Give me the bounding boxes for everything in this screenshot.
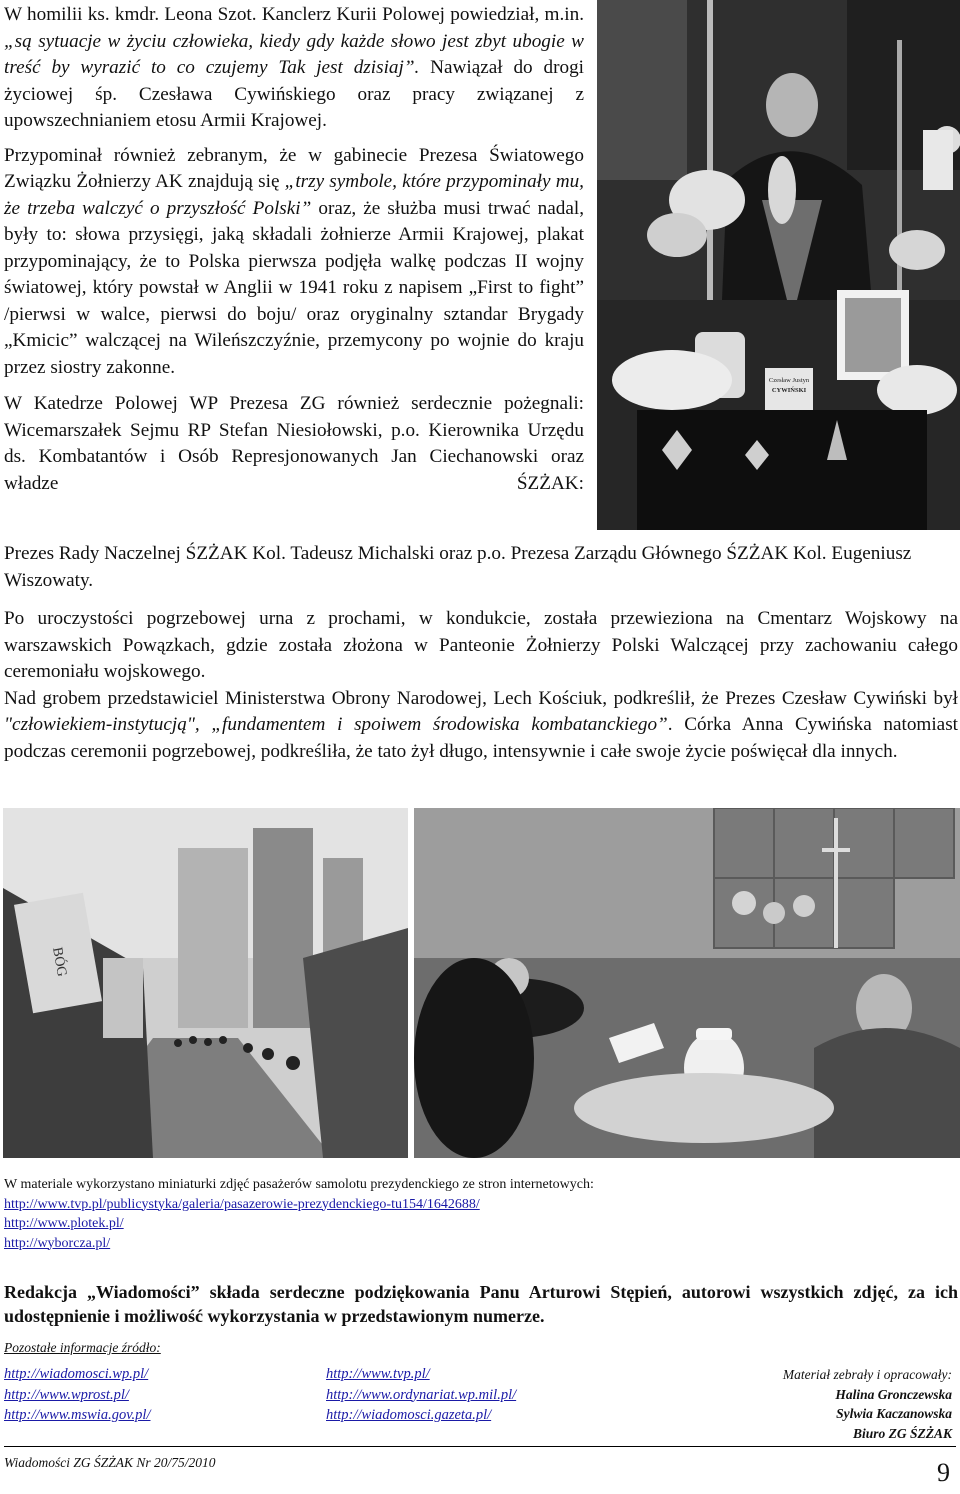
article-body (4, 606, 958, 765)
cemetery-photo-illustration (414, 808, 960, 1158)
paragraph-homily (4, 2, 584, 135)
cathedral-photo-illustration (597, 0, 960, 530)
article-top-column (4, 2, 584, 497)
page-number: 9 (937, 1458, 950, 1487)
homily-intro: W homilii ks. kmdr. Leona Szot. Kanclerz Kurii Polowej powiedział, m.in. (4, 4, 584, 25)
credits-label: Materiał zebrały i opracowały: (782, 1367, 952, 1382)
source-link-wyborcza[interactable]: http://wyborcza.pl/ (4, 1235, 111, 1251)
source-link-gazeta[interactable]: http://wiadomosci.gazeta.pl/ (326, 1407, 492, 1423)
source-link-plotek[interactable]: http://www.plotek.pl/ (4, 1216, 124, 1231)
credits-name-1: Halina Gronczewska (835, 1386, 952, 1402)
credits-name-2: Sylwia Kaczanowska (836, 1406, 952, 1421)
paragraph-grave-speech (4, 686, 958, 766)
sources-links-column-2 (326, 1364, 516, 1426)
speech-quote: "człowiekiem-instytucją", „fundamentem i spoiwem środowiska kombatanckiego” (4, 714, 668, 735)
source-link-tvp-gallery[interactable]: http://www.tvp.pl/publicystyka/galeria/pasazerowie-prezydenckiego-tu154/1642688/ (4, 1196, 480, 1212)
credits-name-3: Biuro ZG ŚZŻAK (852, 1425, 952, 1441)
paragraph-farewell-continued: Prezes Rady Naczelnej ŚZŻAK Kol. Tadeusz Michalski oraz p.o. Prezesa Zarządu Głównego ŚZŻAK Kol. Eugeniusz Wiszowaty. (4, 543, 912, 591)
notes-intro: W materiale wykorzystano miniaturki zdjęć pasażerów samolotu prezydenckiego ze stron internetowych: (4, 1177, 594, 1192)
speech-continuation: . Córka Anna Cywińska natomiast podczas ceremonii pogrzebowej, podkreśliła, że tato żył długo, intensywnie i całe swoje życie poświęcał dla innych. (4, 714, 958, 762)
source-link-tvp[interactable]: http://www.tvp.pl/ (326, 1366, 430, 1382)
other-sources-label: Pozostałe informacje źródło: (4, 1340, 161, 1355)
photo-cemetery-burial (414, 808, 960, 1158)
source-link-mswia[interactable]: http://www.mswia.gov.pl/ (4, 1407, 151, 1423)
homily-continuation: Nawiązał do drogi życiowej śp. Czesława Cywińskiego oraz pracy związanej z upowszechnianiem etosu Armii Krajowej. (4, 57, 584, 131)
homily-quote: „są sytuacje w życiu człowieka, kiedy gdy każde słowo jest zbyt ubogie w treść by wyrazić to co czujemy Tak jest dzisiaj”. (4, 30, 584, 78)
photo-funeral-procession (3, 808, 408, 1158)
sources-links-column-1 (4, 1364, 151, 1426)
source-link-ordynariat[interactable]: http://www.ordynariat.wp.mil.pl/ (326, 1386, 517, 1403)
symbols-quote: „trzy symbole, które przypominały mu, że trzeba walczyć o przyszłość Polski” (4, 171, 584, 219)
publication-footer: Wiadomości ZG ŚZŻAK Nr 20/75/2010 (4, 1455, 216, 1470)
paragraph-cemetery: Po uroczystości pogrzebowej urna z prochami, w kondukcie, została przewieziona na Cmentarz Wojskowy na warszawskich Powązkach, gdzie została złożona w Panteonie Żołnierzy Polski Walczącej przy zachowaniu całego ceremoniału wojskowego. (4, 608, 958, 682)
banner-text: BÓG (49, 946, 69, 978)
plaque-line-2: CYWIŃSKI (771, 387, 807, 394)
source-link-wprost[interactable]: http://www.wprost.pl/ (4, 1386, 129, 1403)
photo-cathedral-ceremony (597, 0, 960, 530)
editorial-thanks: Redakcja „Wiadomości” składa serdeczne podziękowania Panu Arturowi Stępień, autorowi wszystkich zdjęć, za ich udostępnienie i możliwość wykorzystania w przedstawionym numerze. (4, 1282, 958, 1326)
speech-intro: Nad grobem przedstawiciel Ministerstwa Obrony Narodowej, Lech Kościuk, podkreślił, że Prezes Czesław Cywiński był (4, 687, 958, 709)
footer-divider (4, 1446, 956, 1447)
symbols-intro: Przypominał również zebranym, że w gabinecie Prezesa Światowego Związku Żołnierzy AK znajdują się (4, 144, 584, 192)
plaque-line-1: Czesław Justyn (768, 377, 810, 384)
credits-block (783, 1365, 952, 1443)
paragraph-symbols (4, 143, 584, 382)
source-link-wp[interactable]: http://wiadomosci.wp.pl/ (4, 1366, 149, 1382)
procession-photo-illustration (3, 808, 408, 1158)
paragraph-farewell: W Katedrze Polowej WP Prezesa ZG również serdecznie pożegnali: Wicemarszałek Sejmu RP Stefan Niesiołowski, p.o. Kierownika Urzędu ds. Kombatantów i Osób Represjonowanych Jan Ciechanowski oraz władze ŚZŻAK: (4, 393, 584, 494)
image-source-notes (4, 1175, 954, 1253)
symbols-continuation: oraz, że służba musi trwać nadal, były to: słowa przysięgi, jaką składali żołnierze Armii Krajowej, plakat przypominający, że to Polska pierwsza podjęła walkę podczas II wojny światowej, który powstał w Anglii w 1941 roku z napisem „First to fight” /pierwsi w walce, pierwsi do boju/ oraz oryginalny sztandar Brygady „Kmicic” walczącej na Wileńszczyźnie, przemycony po wojnie do kraju przez siostry zakonne. (4, 197, 584, 378)
